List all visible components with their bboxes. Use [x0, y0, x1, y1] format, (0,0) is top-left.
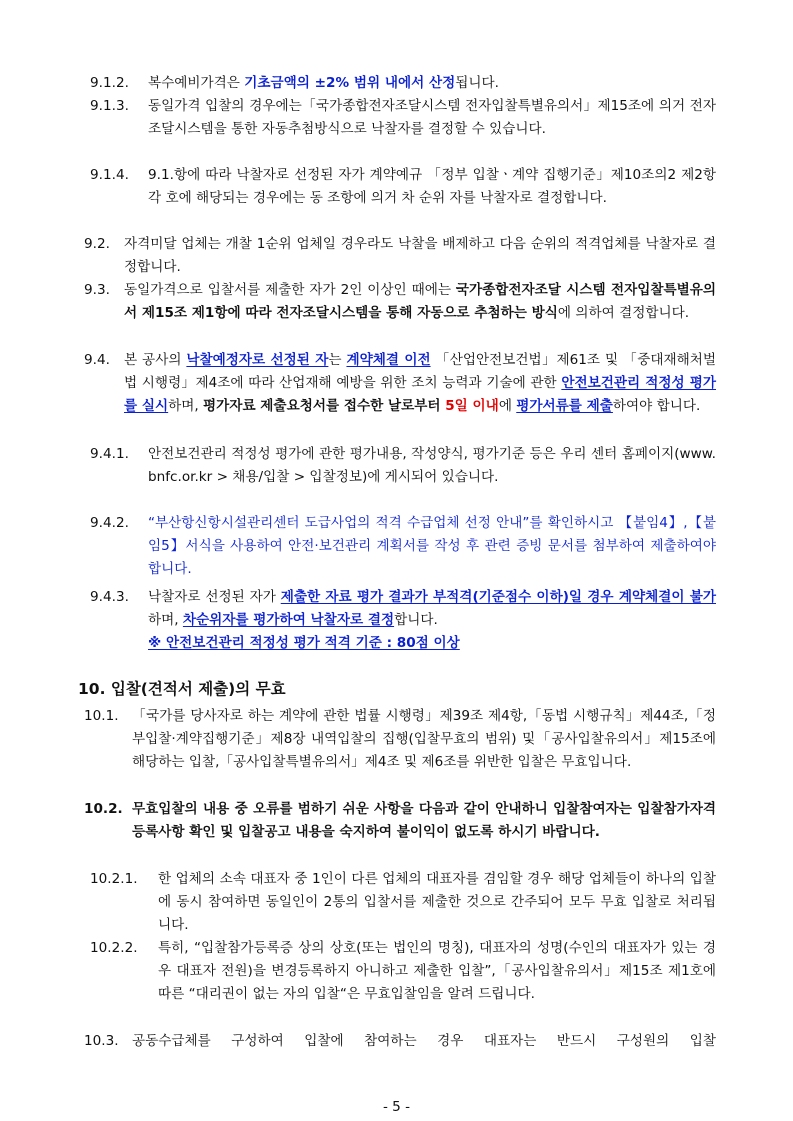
item-number-9-4-1: 9.4.1.: [90, 446, 129, 462]
text-run: 하여야 합니다.: [612, 398, 701, 414]
text-run: 합니다.: [394, 612, 438, 628]
text-run: 에 의하여 결정합니다.: [557, 305, 690, 321]
emphasis-blue-underline: 안전보건관리 적정성 평가를 실시: [124, 375, 716, 414]
criteria-note: ※ 안전보건관리 적정성 평가 적격 기준 : 80점 이상: [148, 635, 460, 651]
text-run: 「산업안전보건법」제61조 및 「중대재해처벌법 시행령」제4조에 따라 산업재해 예방을 위한 조치 능력과 기술에 관한: [124, 352, 716, 391]
item-number-9-4-2: 9.4.2.: [90, 515, 129, 531]
item-number-9-1-2: 9.1.2.: [90, 75, 129, 91]
item-9-4-2: “부산항신항시설관리센터 도급사업의 적격 수급업체 선정 안내”를 확인하시고 【붙임4】,【붙임5】서식을 사용하여 안전·보건관리 계획서를 작성 후 관련 증빙 문서를 첨부하여 제출하여야 합니다.: [148, 515, 716, 577]
item-9-4-3: [148, 586, 716, 632]
text-run: 하며,: [168, 398, 204, 414]
item-10-1: 「국가를 당사자로 하는 계약에 관한 법률 시행령」제39조 제4항,「동법 시행규칙」제44조,「정부입찰·계약집행기준」제8장 내역입찰의 집행(입찰무효의 범위) 및「공사입찰유의서」제15조에 해당하는 입찰,「공사입찰특별유의서」제4조 및 제6조를 위반한 입찰은 무효입니다.: [132, 708, 716, 770]
item-number-10-2-1: 10.2.1.: [90, 871, 138, 887]
section-heading-10: 10. 입찰(견적서 제출)의 무효: [78, 680, 286, 698]
text-run: 동일가격으로 입찰서를 제출한 자가 2인 이상인 때에는: [124, 282, 456, 298]
item-9-4-1: 안전보건관리 적정성 평가에 관한 평가내용, 작성양식, 평가기준 등은 우리 센터 홈페이지(www.bnfc.or.kr > 채용/입찰 > 입찰정보)에 게시되어 있습니다.: [148, 446, 716, 485]
item-number-10-1: 10.1.: [84, 708, 119, 724]
item-10-2-1: 한 업체의 소속 대표자 중 1인이 다른 업체의 대표자를 겸임할 경우 해당 업체들이 하나의 입찰에 동시 참여하면 동일인이 2통의 입찰서를 제출한 것으로 간주되어 모두 무효 입찰로 처리됩니다.: [158, 871, 716, 933]
item-10-2-2: 특히, “입찰참가등록증 상의 상호(또는 법인의 명칭), 대표자의 성명(수인의 대표자가 있는 경우 대표자 전원)을 변경등록하지 아니하고 제출한 입찰”,「공사입찰유의서」제15조 제1호에 따른 “대리권이 없는 자의 입찰“은 무효입찰임을 알려 드립니다.: [158, 940, 716, 1002]
emphasis-blue-underline: 계약체결 이전: [346, 352, 431, 368]
text-run: 복수예비가격은: [148, 75, 245, 91]
item-number-9-2: 9.2.: [84, 236, 110, 252]
emphasis-bold: 평가자료 제출요청서를 접수한 날로부터: [203, 398, 446, 414]
item-9-4: [124, 349, 716, 418]
item-number-9-4-3: 9.4.3.: [90, 589, 129, 605]
item-number-10-2-2: 10.2.2.: [90, 940, 138, 956]
item-9-1-2: [148, 72, 716, 95]
item-number-10-3: 10.3.: [84, 1033, 119, 1049]
item-number-9-1-3: 9.1.3.: [90, 98, 129, 114]
item-number-9-3: 9.3.: [84, 282, 110, 298]
item-9-2: 자격미달 업체는 개찰 1순위 업체일 경우라도 낙찰을 배제하고 다음 순위의 적격업체를 낙찰자로 결정합니다.: [124, 236, 716, 275]
item-number-9-1-4: 9.1.4.: [90, 167, 129, 183]
emphasis-blue: 기초금액의 ±2% 범위 내에서 산정: [244, 75, 456, 91]
emphasis-blue-underline: 평가서류를 제출: [516, 398, 613, 414]
item-10-3: 공동수급체를 구성하여 입찰에 참여하는 경우 대표자는 반드시 구성원의 입찰: [132, 1033, 716, 1049]
text-run: 에: [498, 398, 517, 414]
text-run: 낙찰자로 선정된 자가: [148, 589, 281, 605]
item-number-10-2: 10.2.: [84, 801, 123, 817]
item-10-2: 무효입찰의 내용 중 오류를 범하기 쉬운 사항을 다음과 같이 안내하니 입찰참여자는 입찰참가자격 등록사항 확인 및 입찰공고 내용을 숙지하여 불이익이 없도록 하시기 바랍니다.: [132, 801, 716, 840]
text-run: 됩니다.: [455, 75, 499, 91]
page-number: - 5 -: [382, 1099, 411, 1115]
text-run: 본 공사의: [124, 352, 187, 368]
text-run: 하며,: [148, 612, 183, 628]
emphasis-red: 5일 이내: [445, 398, 499, 414]
emphasis-blue-underline: 차순위자를 평가하여 낙찰자로 결정: [182, 612, 395, 628]
item-9-1-4: 9.1.항에 따라 낙찰자로 선정된 자가 계약예규 「정부 입찰ㆍ계약 집행기준」제10조의2 제2항 각 호에 해당되는 경우에는 동 조항에 의거 차 순위 자를 낙찰자로 결정합니다.: [148, 167, 716, 206]
emphasis-blue-underline: 제출한 자료 평가 결과가 부적격(기준점수 이하)일 경우 계약체결이 불가: [280, 589, 716, 605]
text-run: 는: [328, 352, 347, 368]
emphasis-blue-underline: 낙찰예정자로 선정된 자: [186, 352, 329, 368]
item-9-1-3: 동일가격 입찰의 경우에는「국가종합전자조달시스템 전자입찰특별유의서」제15조에 의거 전자조달시스템을 통한 자동추첨방식으로 낙찰자를 결정할 수 있습니다.: [148, 98, 716, 137]
emphasis-bold: 국가종합전자조달 시스템 전자입찰특별유의서 제15조 제1항에 따라 전자조달시스템을 통해 자동으로 추첨하는 방식: [124, 282, 717, 321]
item-9-3: [124, 279, 716, 325]
item-number-9-4: 9.4.: [84, 352, 110, 368]
